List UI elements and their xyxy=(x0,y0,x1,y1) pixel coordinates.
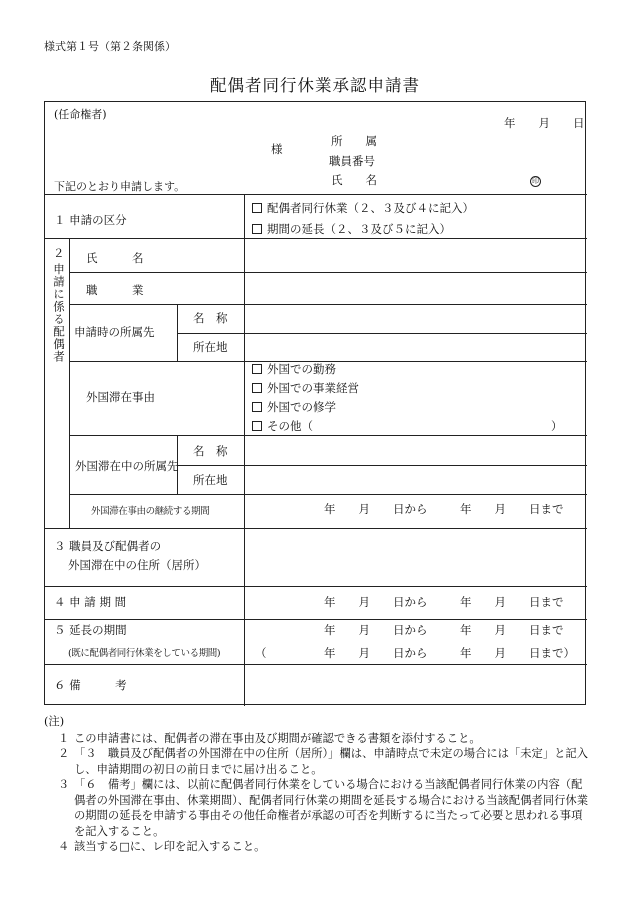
option-accompany-leave-label: 配偶者同行休業（２、３及び４に記入） xyxy=(267,201,474,215)
reason-business[interactable] xyxy=(252,380,359,396)
appointer-label: (任命権者) xyxy=(54,108,107,121)
note-item xyxy=(44,777,589,839)
affiliation-location-label: 所在地 xyxy=(193,340,228,354)
note-number: １ xyxy=(58,731,70,745)
option-extension[interactable] xyxy=(252,221,451,237)
affiliation-label: 所 属 xyxy=(331,134,377,148)
reason-work-label: 外国での勤務 xyxy=(267,362,336,376)
honorific: 様 xyxy=(271,142,283,156)
section5-prev-open: （ xyxy=(255,646,267,660)
note-item xyxy=(44,746,589,777)
section4-label: ４ 申 請 期 間 xyxy=(54,595,127,609)
seal-mark: 印 xyxy=(532,177,539,185)
notes-heading: (注) xyxy=(44,715,65,728)
spouse-name-label: 氏 名 xyxy=(86,251,144,265)
section5-to: 年 月 日まで xyxy=(460,623,564,637)
reason-label: 外国滞在事由 xyxy=(86,390,155,404)
reason-other-close: ） xyxy=(551,419,563,433)
reason-other-label: その他（ xyxy=(267,419,313,433)
reason-study[interactable] xyxy=(252,399,336,415)
section5-label: ５ 延長の期間 xyxy=(54,623,127,637)
affiliation-name-label: 名 称 xyxy=(193,311,228,325)
page-title: 配偶者同行休業承認申請書 xyxy=(210,76,420,95)
checkbox-icon[interactable] xyxy=(252,402,262,412)
option-extension-label: 期間の延長（２、３及び５に記入） xyxy=(267,222,451,236)
section3-label-line1: ３ 職員及び配偶者の xyxy=(54,539,162,553)
reason-business-label: 外国での事業経営 xyxy=(267,381,359,395)
checkbox-icon[interactable] xyxy=(252,203,262,213)
continue-period-from: 年 月 日から xyxy=(324,502,428,516)
section6-label: ６ 備 考 xyxy=(54,678,127,692)
section5-prev-to: 年 月 日まで） xyxy=(460,646,575,660)
section4-from: 年 月 日から xyxy=(324,595,428,609)
section2-vertical-label: 申請に係る配偶者 xyxy=(52,263,66,363)
checkbox-icon[interactable] xyxy=(252,364,262,374)
section3-label-line2: 外国滞在中の住所（居所） xyxy=(68,558,206,572)
section5-from: 年 月 日から xyxy=(324,623,428,637)
note-number: ３ xyxy=(58,778,70,791)
continue-period-label: 外国滞在事由の継続する期間 xyxy=(91,506,210,517)
note-number: ２ xyxy=(58,747,70,760)
date-label: 年 月 日 xyxy=(504,116,585,130)
section5-sublabel: (既に配偶者同行休業をしている期間) xyxy=(68,648,221,659)
section2-number: ２ xyxy=(53,246,65,260)
affiliation-at-application-label: 申請時の所属先 xyxy=(74,325,155,339)
staff-number-label: 職員番号 xyxy=(329,154,375,168)
abroad-location-label: 所在地 xyxy=(193,473,228,487)
affiliation-abroad-label: 外国滞在中の所属先 xyxy=(75,459,179,473)
reason-study-label: 外国での修学 xyxy=(267,400,336,414)
applicant-name-label: 氏 名 xyxy=(331,173,377,187)
seal-icon xyxy=(530,172,541,187)
note-text: 該当する□に、レ印を記入すること。 xyxy=(74,840,266,853)
form-number: 様式第１号（第２条関係） xyxy=(44,40,176,53)
section1-label: １ 申請の区分 xyxy=(54,213,127,227)
checkbox-icon[interactable] xyxy=(252,224,262,234)
note-text: 「３ 職員及び配偶者の外国滞在中の住所（居所）」欄は、申請時点で未定の場合には「未定」と記入し、申請期間の初日の前日までに届け出ること。 xyxy=(74,747,589,776)
spouse-occupation-label: 職 業 xyxy=(86,283,144,297)
request-text: 下記のとおり申請します。 xyxy=(54,180,186,193)
section5-prev-from: 年 月 日から xyxy=(324,646,428,660)
option-accompany-leave[interactable] xyxy=(252,200,474,216)
note-item xyxy=(44,839,589,855)
section4-to: 年 月 日まで xyxy=(460,595,564,609)
notes xyxy=(44,714,589,855)
note-text: 「６ 備考」欄には、以前に配偶者同行休業をしている場合における当該配偶者同行休業の内容（配偶者の外国滞在事由、休業期間）、配偶者同行休業の期間を延長する場合における当該配偶者同行休業の期間の延長を申請する事由その他任命権者が承認の可否を判断するに当たって必要と思われる事項を記入すること。 xyxy=(74,778,589,838)
checkbox-icon[interactable] xyxy=(252,383,262,393)
reason-other[interactable] xyxy=(252,418,313,434)
note-number: ４ xyxy=(58,840,70,853)
reason-work[interactable] xyxy=(252,361,336,377)
checkbox-icon[interactable] xyxy=(252,421,262,431)
abroad-name-label: 名 称 xyxy=(193,444,228,458)
note-item xyxy=(44,731,589,747)
note-text: この申請書には、配偶者の滞在事由及び期間が確認できる書類を添付すること。 xyxy=(74,731,481,745)
continue-period-to: 年 月 日まで xyxy=(460,502,564,516)
